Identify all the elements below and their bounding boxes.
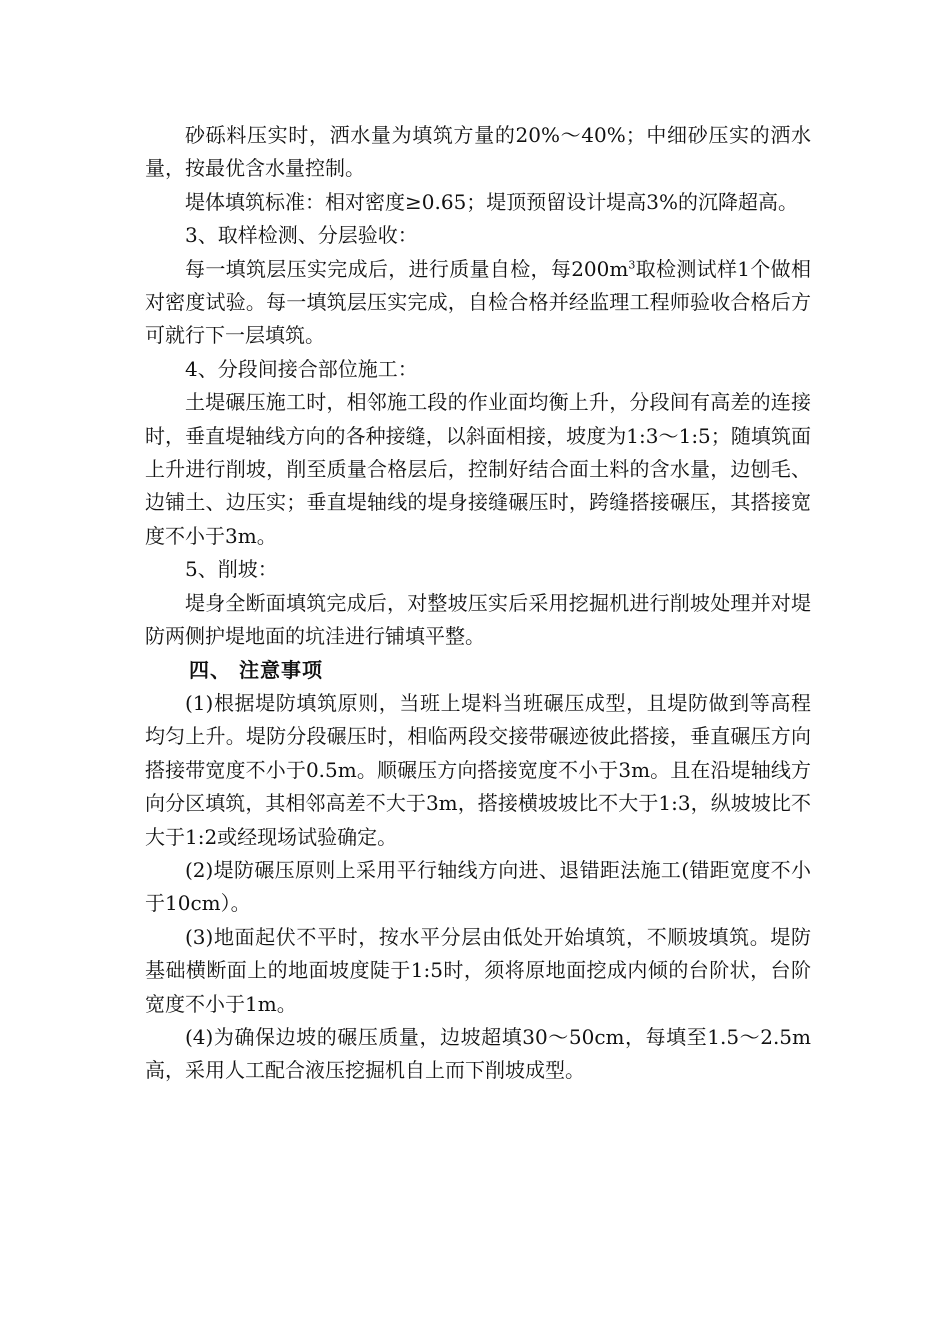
note-item-3: (3)地面起伏不平时，按水平分层由低处开始填筑，不顺坡填筑。堤防基础横断面上的地面坡度陡于1:5时，须将原地面挖成内倾的台阶状，台阶宽度不小于1m。 [145,924,811,1016]
note-item-2: (2)堤防碾压原则上采用平行轴线方向进、退错距法施工(错距宽度不小于10cm）。 [145,857,811,916]
section-slope-cutting-heading: 5、削坡： [185,557,278,582]
paragraph-sampling [145,253,811,353]
paragraph-sand-gravel-watering: 砂砾料压实时，洒水量为填筑方量的20%～40%；中细砂压实的洒水量，按最优含水量控制。 [145,123,811,181]
cubic-superscript: 3 [628,257,636,271]
paragraph-slope-cutting: 堤身全断面填筑完成后，对整坡压实后采用挖掘机进行削坡处理并对堤防两侧护堤地面的坑洼进行铺填平整。 [145,590,811,649]
document-body [145,119,811,1088]
note-item-4: (4)为确保边坡的碾压质量，边坡超填30～50cm，每填至1.5～2.5m高，采用人工配合液压挖掘机自上而下削坡成型。 [145,1024,811,1083]
paragraph-joint-construction: 土堤碾压施工时，相邻施工段的作业面均衡上升，分段间有高差的连接时，垂直堤轴线方向的各种接缝，以斜面相接，坡度为1:3～1:5；随填筑面上升进行削坡，削至质量合格层后，控制好结合面土料的含水量，边刨毛、边铺土、边压实；垂直堤轴线的堤身接缝碾压时，跨缝搭接碾压，其搭接宽度不小于3m。 [145,390,811,548]
paragraph-fill-standard: 堤体填筑标准：相对密度≥0.65；堤顶预留设计堤高3%的沉降超高。 [185,189,799,214]
section-notes-heading: 四、 注意事项 [189,657,323,682]
section-joint-heading: 4、分段间接合部位施工： [185,356,418,381]
sampling-text-start: 每一填筑层压实完成后，进行质量自检，每200m [185,256,629,281]
section-sampling-heading: 3、取样检测、分层验收： [185,223,418,248]
sampling-text-end: 取检测试样1个做相对密度试验。每一填筑层压实完成，自检合格并经监理工程师验收合格后方可就行下一层填筑。 [145,256,812,348]
note-item-1: (1)根据堤防填筑原则，当班上堤料当班碾压成型，且堤防做到等高程均匀上升。堤防分段碾压时，相临两段交接带碾迹彼此搭接，垂直碾压方向搭接带宽度不小于0.5m。顺碾压方向搭接宽度不小于3m。且在沿堤轴线方向分区填筑，其相邻高差不大于3m，搭接横坡坡比不大于1:3，纵坡坡比不大于1:2或经现场试验确定。 [145,690,811,849]
